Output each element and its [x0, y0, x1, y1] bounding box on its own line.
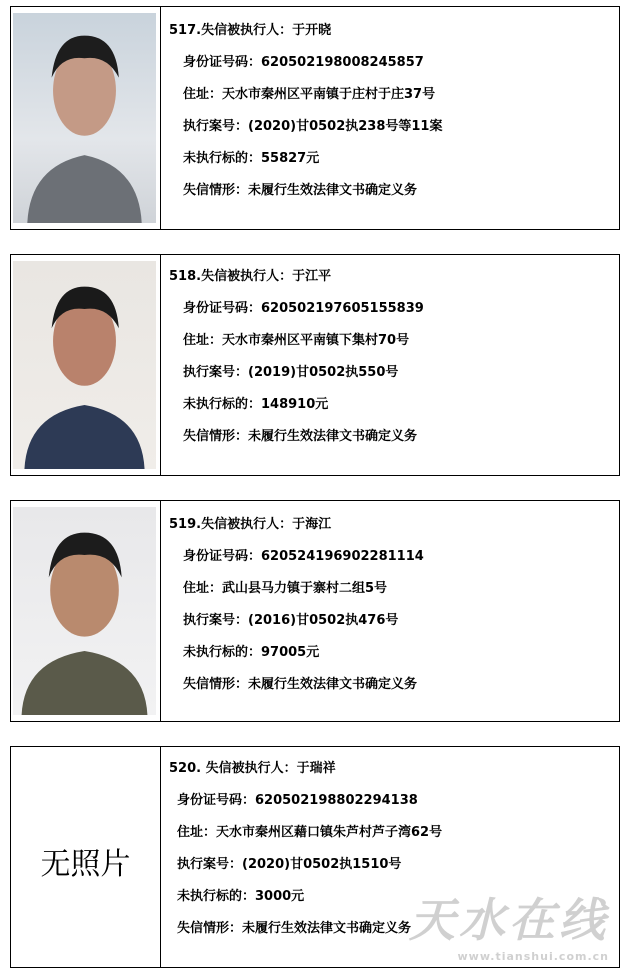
dishonesty-situation: 失信情形：未履行生效法律文书确定义务 — [183, 677, 418, 692]
unexecuted-amount: 未执行标的：148910元 — [183, 397, 329, 412]
record-card-519 — [10, 500, 620, 722]
dishonesty-situation: 失信情形：未履行生效法律文书确定义务 — [183, 183, 418, 198]
portrait-photo — [11, 501, 161, 721]
record-title: 517.失信被执行人：于开晓 — [169, 23, 332, 38]
watermark-logo-text: 天水在线 — [409, 893, 609, 947]
address: 住址：天水市秦州区平南镇于庄村于庄37号 — [183, 87, 436, 102]
person-silhouette-icon — [13, 13, 156, 223]
record-card-518 — [10, 254, 620, 476]
unexecuted-amount: 未执行标的：55827元 — [183, 151, 320, 166]
case-number: 执行案号：(2016)甘0502执476号 — [183, 613, 399, 628]
unexecuted-amount: 未执行标的：3000元 — [177, 889, 305, 904]
site-watermark — [409, 884, 609, 963]
case-number: 执行案号：(2020)甘0502执1510号 — [177, 857, 402, 872]
no-photo-box — [11, 747, 161, 967]
record-card-517 — [10, 6, 620, 230]
record-card-520 — [10, 746, 620, 968]
record-title: 520. 失信被执行人：于瑞祥 — [169, 761, 336, 776]
watermark-url: www.tianshui.com.cn — [457, 950, 609, 963]
portrait-photo — [11, 255, 161, 475]
address: 住址：武山县马力镇于寨村二组5号 — [183, 581, 388, 596]
address: 住址：天水市秦州区藉口镇朱芦村芦子湾62号 — [177, 825, 443, 840]
id-number: 身份证号码：620524196902281114 — [183, 549, 424, 564]
id-number: 身份证号码：620502198008245857 — [183, 55, 424, 70]
case-number: 执行案号：(2020)甘0502执238号等11案 — [183, 119, 443, 134]
unexecuted-amount: 未执行标的：97005元 — [183, 645, 320, 660]
person-silhouette-icon — [13, 261, 156, 469]
dishonesty-situation: 失信情形：未履行生效法律文书确定义务 — [177, 921, 412, 936]
dishonesty-situation: 失信情形：未履行生效法律文书确定义务 — [183, 429, 418, 444]
portrait-photo — [11, 7, 161, 229]
case-number: 执行案号：(2019)甘0502执550号 — [183, 365, 399, 380]
person-silhouette-icon — [13, 507, 156, 715]
no-photo-label: 无照片 — [40, 847, 131, 882]
record-title: 518.失信被执行人：于江平 — [169, 269, 332, 284]
id-number: 身份证号码：620502198802294138 — [177, 793, 418, 808]
address: 住址：天水市秦州区平南镇下集村70号 — [183, 333, 410, 348]
record-title: 519.失信被执行人：于海江 — [169, 517, 332, 532]
id-number: 身份证号码：620502197605155839 — [183, 301, 424, 316]
